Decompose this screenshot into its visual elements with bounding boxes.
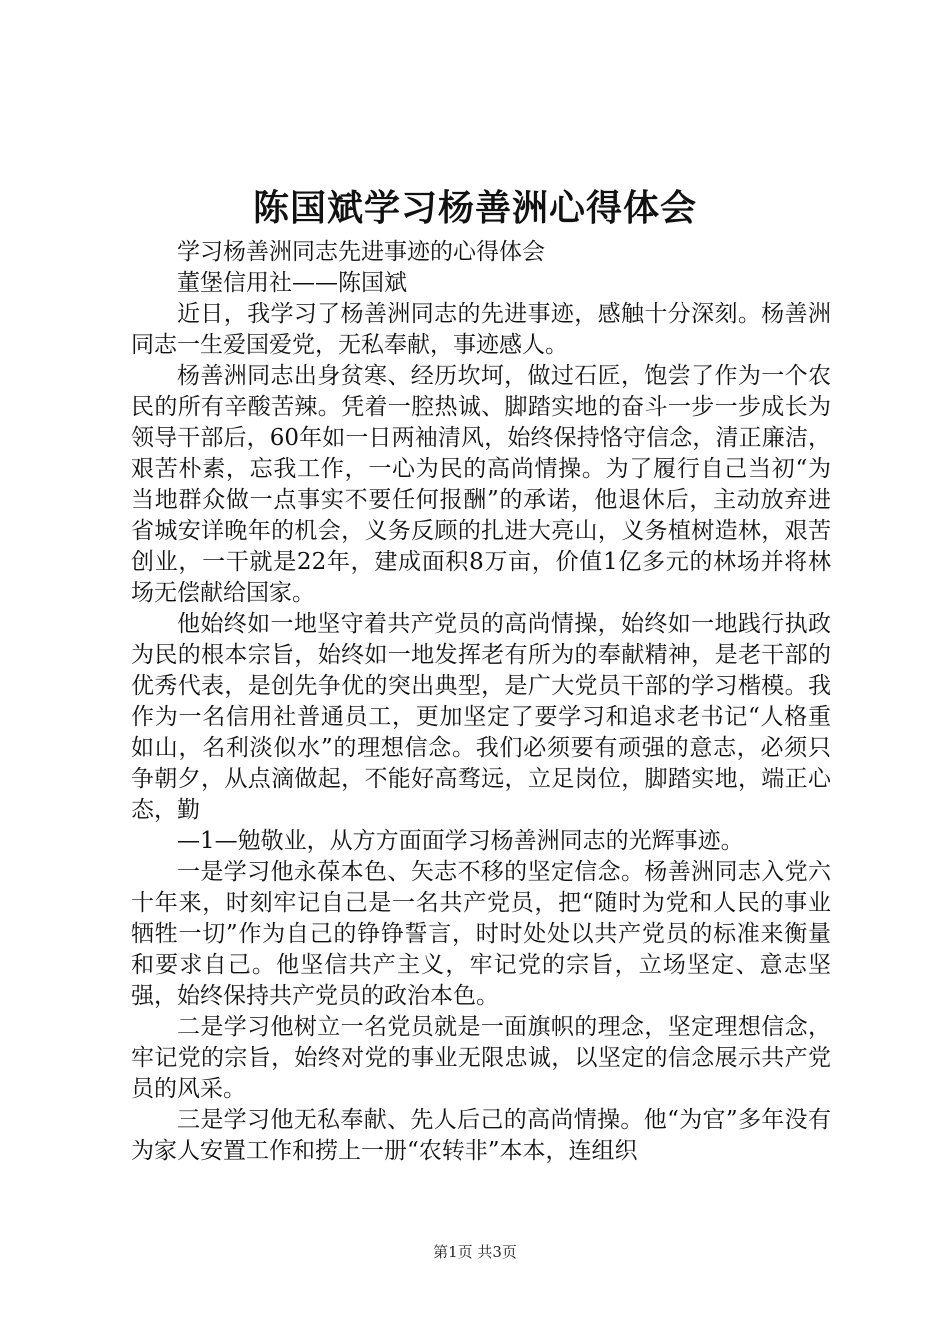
- document-title: 陈国斌学习杨善洲心得体会: [252, 187, 697, 229]
- paragraph-point-two: 二是学习他树立一名党员就是一面旗帜的理念，坚定理想信念，牢记党的宗旨，始终对党的事业无限忠诚，以坚定的信念展示共产党员的风采。: [131, 1014, 831, 1102]
- paragraph-point-three: 三是学习他无私奉献、先人后己的高尚情操。他“为官”多年没有为家人安置工作和捞上一册“农转非”本本，连组织: [131, 1107, 831, 1164]
- paragraph-role-model: 他始终如一地坚守着共产党员的高尚情操，始终如一地践行执政为民的根本宗旨，始终如一地发挥老有所为的奉献精神，是老干部的优秀代表，是创先争优的突出典型，是广大党员干部的学习楷模。我作为一名信用社普通员工，更加坚定了要学习和追求老书记“人格重如山，名利淡似水”的理想信念。我们必须要有顽强的意志，必须只争朝夕，从点滴做起，不能好高骛远，立足岗位，脚踏实地，端正心态，勤: [131, 611, 831, 823]
- document-body: [131, 237, 831, 1167]
- paragraph-page-break-line: —1—勉敬业，从方方面面学习杨善洲同志的光辉事迹。: [177, 828, 744, 854]
- paragraph-author: 董堡信用社——陈国斌: [177, 270, 407, 296]
- paragraph-intro: 近日，我学习了杨善洲同志的先进事迹，感触十分深刻。杨善洲同志一生爱国爱党，无私奉献，事迹感人。: [131, 301, 831, 358]
- paragraph-point-one: 一是学习他永葆本色、矢志不移的坚定信念。杨善洲同志入党六十年来，时刻牢记自己是一名共产党员，把“随时为党和人民的事业牺牲一切”作为自己的铮铮誓言，时时处处以共产党员的标准来衡量和要求自己。他坚信共产主义，牢记党的宗旨，立场坚定、意志坚强，始终保持共产党员的政治本色。: [131, 859, 831, 1009]
- paragraph-subtitle: 学习杨善洲同志先进事迹的心得体会: [177, 239, 545, 265]
- page-number-footer: 第1页 共3页: [433, 1243, 517, 1261]
- paragraph-background: 杨善洲同志出身贫寒、经历坎坷，做过石匠，饱尝了作为一个农民的所有辛酸苦辣。凭着一腔热诚、脚踏实地的奋斗一步一步成长为领导干部后，60年如一日两袖清风，始终保持恪守信念，清正廉洁，艰苦朴素，忘我工作，一心为民的高尚情操。为了履行自己当初“为当地群众做一点事实不要任何报酬”的承诺，他退休后，主动放弃进省城安详晚年的机会，义务反顾的扎进大亮山，义务植树造林，艰苦创业，一干就是22年，建成面积8万亩，价值1亿多元的林场并将林场无偿献给国家。: [131, 363, 831, 606]
